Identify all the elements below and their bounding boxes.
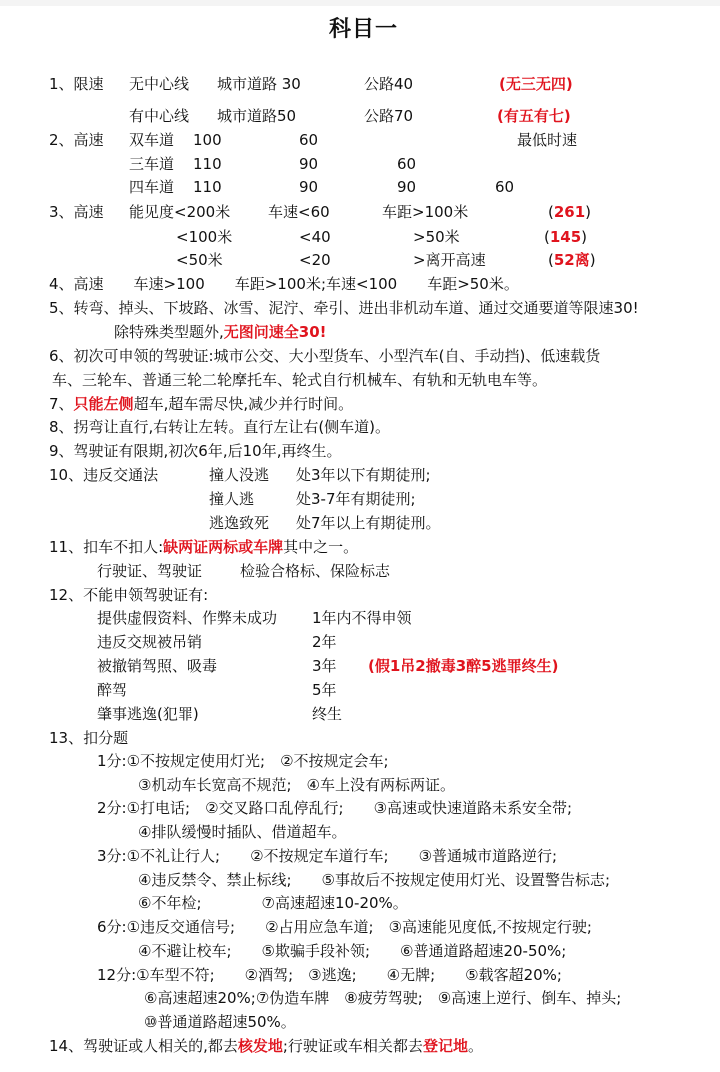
s2-val: 90: [397, 178, 417, 196]
s7-line: 7、只能左侧超车,超车需尽快,减少并行时间。: [49, 395, 354, 413]
s2-val: 60: [299, 131, 319, 149]
s1-with-centerline: 有中心线: [129, 107, 190, 125]
s2-min-speed-label: 最低时速: [517, 131, 578, 149]
s1-mnemonic-2: (有五有七): [497, 107, 571, 125]
s12-case: 醉驾: [97, 681, 128, 699]
s2-number: 2、高速: [49, 131, 104, 149]
s1-highway-70: 公路70: [364, 107, 414, 125]
s2-three-lane: 三车道: [129, 155, 175, 173]
s12-period: 终生: [312, 705, 343, 723]
s10-case-1: 撞人没逃: [209, 466, 270, 484]
s8-line: 8、拐弯让直行,右转让左转。直行左让右(侧车道)。: [49, 418, 391, 436]
s10-penalty-2: 处3-7年有期徒刑;: [296, 490, 416, 508]
s2-two-lane: 双车道: [129, 131, 175, 149]
s3-mnemonic-2: (145): [544, 228, 588, 246]
s5-line: 5、转弯、掉头、下坡路、冰雪、泥泞、牵引、进出非机动车道、通过交通要道等限速30!: [49, 299, 639, 317]
s12-period: 5年: [312, 681, 337, 699]
s1-city-road-30: 城市道路 30: [217, 75, 301, 93]
s13-points-3c: ⑥不年检; ⑦高速超速10-20%。: [138, 894, 408, 912]
s13-points-3b: ④违反禁令、禁止标线; ⑤事故后不按规定使用灯光、设置警告标志;: [138, 871, 611, 889]
s13-points-12b: ⑥高速超速20%;⑦伪造车牌 ⑧疲劳驾驶; ⑨高速上逆行、倒车、掉头;: [144, 989, 622, 1007]
s2-val: 110: [193, 178, 222, 196]
s13-points-3: 3分:①不礼让行人; ②不按规定车道行车; ③普通城市道路逆行;: [97, 847, 558, 865]
s2-val: 90: [299, 178, 319, 196]
s13-points-1: 1分:①不按规定使用灯光; ②不按规定会车;: [97, 752, 389, 770]
s10-case-2: 撞人逃: [209, 490, 255, 508]
top-edge: [0, 0, 720, 6]
s13-points-12c: ⑩普通道路超速50%。: [144, 1013, 296, 1031]
s4-line: 4、高速 车速>100 车距>100米;车速<100 车距>50米。: [49, 275, 519, 293]
s10-case-3: 逃逸致死: [209, 514, 270, 532]
s13-points-2: 2分:①打电话; ②交叉路口乱停乱行; ③高速或快速道路未系安全带;: [97, 799, 573, 817]
s2-val: 90: [299, 155, 319, 173]
s11-line: 11、扣车不扣人:缺两证两标或车牌其中之一。: [49, 538, 359, 556]
s1-city-road-50: 城市道路50: [217, 107, 297, 125]
s2-val: 60: [397, 155, 417, 173]
s13-number: 13、扣分题: [49, 729, 129, 747]
s1-highway-40: 公路40: [364, 75, 414, 93]
s13-points-6b: ④不避让校车; ⑤欺骗手段补领; ⑥普通道路超速20-50%;: [138, 942, 567, 960]
s2-val: 100: [193, 131, 222, 149]
s1-number: 1、限速: [49, 75, 104, 93]
page-title: 科目一: [329, 17, 399, 42]
s3-visibility-200: 能见度<200米: [129, 203, 231, 221]
s10-penalty-1: 处3年以下有期徒刑;: [296, 466, 431, 484]
s11-docs: 行驶证、驾驶证: [97, 562, 203, 580]
s3-distance-50: >50米: [413, 228, 460, 246]
s13-points-12: 12分:①车型不符; ②酒驾; ③逃逸; ④无牌; ⑤载客超20%;: [97, 966, 562, 984]
s1-mnemonic-1: (无三无四): [499, 75, 573, 93]
s1-no-centerline: 无中心线: [129, 75, 190, 93]
s13-points-1b: ③机动车长宽高不规范; ④车上没有两标两证。: [138, 776, 455, 794]
s5-note: 除特殊类型题外,无图问速全30!: [114, 323, 327, 341]
s10-penalty-3: 处7年以上有期徒刑。: [296, 514, 441, 532]
s13-points-2b: ④排队缓慢时插队、借道超车。: [138, 823, 347, 841]
s3-distance-100: 车距>100米: [382, 203, 469, 221]
s3-speed-40: <40: [299, 228, 331, 246]
s12-case: 被撤销驾照、吸毒: [97, 657, 218, 675]
s3-mnemonic-1: (261): [548, 203, 592, 221]
s6-line-2: 车、三轮车、普通三轮二轮摩托车、轮式自行机械车、有轨和无轨电车等。: [52, 371, 548, 389]
s3-speed-20: <20: [299, 251, 331, 269]
s12-case: 肇事逃逸(犯罪): [97, 705, 199, 723]
s2-val: 60: [495, 178, 515, 196]
s10-number: 10、违反交通法: [49, 466, 159, 484]
s12-number: 12、不能申领驾驶证有:: [49, 586, 209, 604]
s12-period: 2年: [312, 633, 337, 651]
s2-four-lane: 四车道: [129, 178, 175, 196]
s13-points-6: 6分:①违反交通信号; ②占用应急车道; ③高速能见度低,不按规定行驶;: [97, 918, 592, 936]
s12-period: 1年内不得申领: [312, 609, 412, 627]
s14-line: 14、驾驶证或人相关的,都去核发地;行驶证或车相关都去登记地。: [49, 1037, 483, 1055]
s3-number: 3、高速: [49, 203, 104, 221]
s3-visibility-50: <50米: [176, 251, 223, 269]
s12-period: 3年: [312, 657, 337, 675]
s3-visibility-100: <100米: [176, 228, 233, 246]
s11-labels: 检验合格标、保险标志: [240, 562, 391, 580]
s12-case: 违反交规被吊销: [97, 633, 203, 651]
s3-speed-60: 车速<60: [268, 203, 330, 221]
s2-val: 110: [193, 155, 222, 173]
s12-case: 提供虚假资料、作弊未成功: [97, 609, 278, 627]
s9-line: 9、驾驶证有限期,初次6年,后10年,再终生。: [49, 442, 342, 460]
s12-mnemonic: (假1吊2撤毒3醉5逃罪终生): [368, 657, 559, 675]
s3-leave-highway: >离开高速: [413, 251, 486, 269]
s3-mnemonic-3: (52离): [548, 251, 596, 269]
s6-line-1: 6、初次可申领的驾驶证:城市公交、大小型货车、小型汽车(自、手动挡)、低速载货: [49, 347, 601, 365]
